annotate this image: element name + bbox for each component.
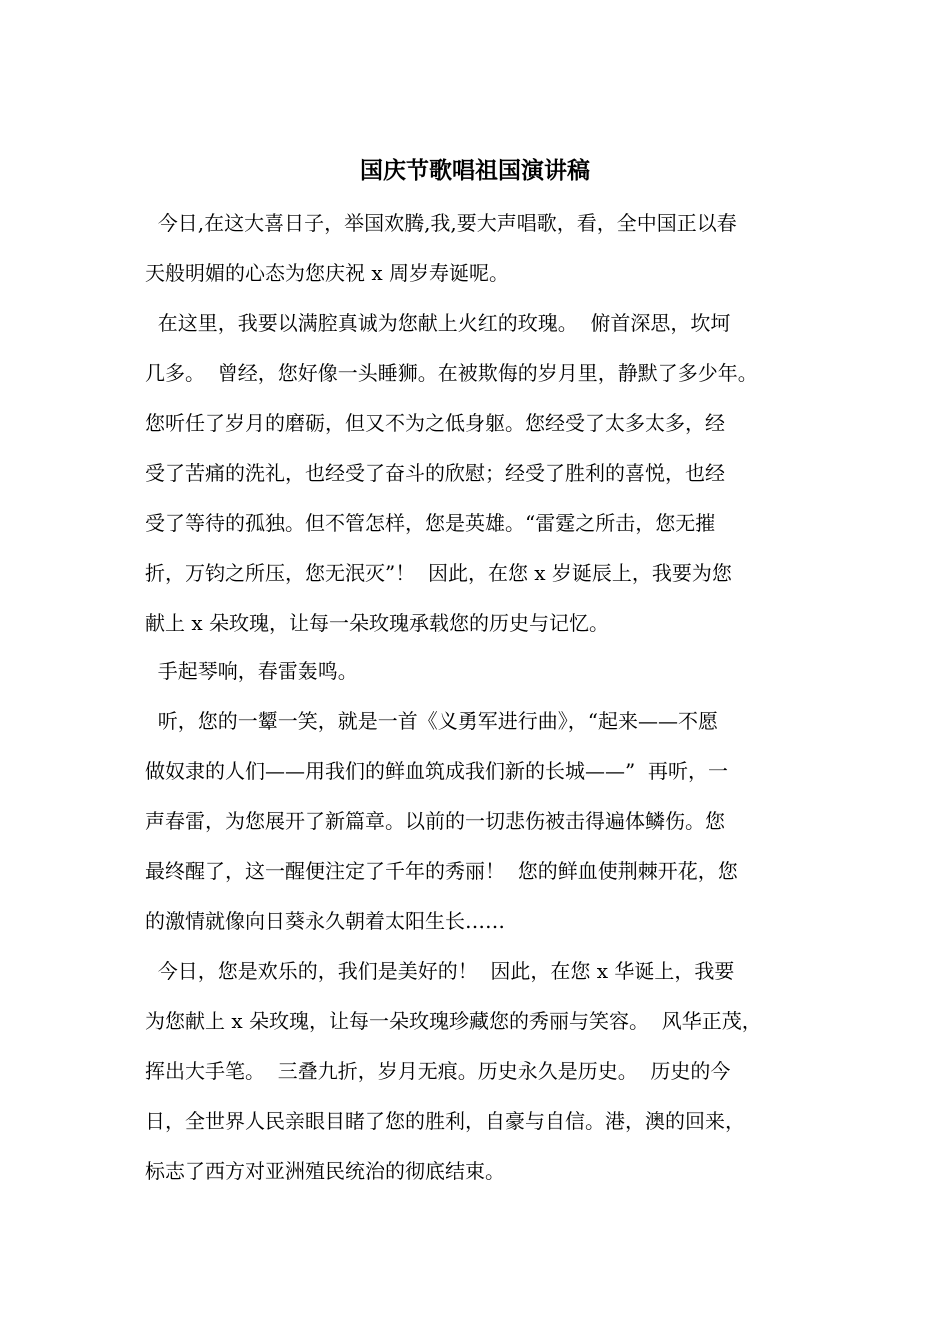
- text-line: 挥出大手笔。 三叠九折，岁月无痕。历史永久是历史。 历史的今: [145, 1059, 731, 1083]
- document-title: 国庆节歌唱祖国演讲稿: [360, 157, 590, 184]
- text-line: 为您献上 x 朵玫瑰，让每一朵玫瑰珍藏您的秀丽与笑容。 风华正茂，: [145, 1009, 762, 1033]
- text-line: 几多。 曾经，您好像一头睡狮。在被欺侮的岁月里，静默了多少年。: [145, 361, 758, 385]
- text-line: 声春雷，为您展开了新篇章。以前的一切悲伤被击得遍体鳞伤。您: [145, 809, 725, 833]
- text-line: 天般明媚的心态为您庆祝 x 周岁寿诞呢。: [145, 261, 509, 285]
- text-line: 手起琴响，春雷轰鸣。: [145, 659, 358, 683]
- text-line: 做奴隶的人们——用我们的鲜血筑成我们新的长城——” 再听，一: [145, 759, 728, 783]
- text-line: 受了苦痛的洗礼，也经受了奋斗的欣慰；经受了胜利的喜悦，也经: [145, 461, 725, 485]
- text-line: 献上 x 朵玫瑰，让每一朵玫瑰承载您的历史与记忆。: [145, 611, 609, 635]
- text-line: 受了等待的孤独。但不管怎样，您是英雄。“雷霆之所击，您无摧: [145, 511, 716, 535]
- text-line: 今日，您是欢乐的，我们是美好的！ 因此，在您 x 华诞上，我要: [145, 959, 735, 983]
- text-line: 听，您的一颦一笑，就是一首《义勇军进行曲》，“起来——不愿: [145, 709, 718, 733]
- text-line: 日，全世界人民亲眼目睹了您的胜利，自豪与自信。港，澳的回来，: [145, 1109, 745, 1133]
- text-line: 您听任了岁月的磨砺，但又不为之低身躯。您经受了太多太多，经: [145, 411, 725, 435]
- text-line: 最终醒了，这一醒便注定了千年的秀丽！ 您的鲜血使荆棘开花，您: [145, 859, 738, 883]
- text-line: 今日,在这大喜日子，举国欢腾,我,要大声唱歌，看，全中国正以春: [145, 211, 737, 235]
- text-line: 在这里，我要以满腔真诚为您献上火红的玫瑰。 俯首深思，坎坷: [145, 311, 731, 335]
- text-line: 折，万钧之所压，您无泯灭”！ 因此，在您 x 岁诞辰上，我要为您: [145, 561, 732, 585]
- text-line: 的激情就像向日葵永久朝着太阳生长……: [145, 909, 505, 933]
- text-line: 标志了西方对亚洲殖民统治的彻底结束。: [145, 1159, 505, 1183]
